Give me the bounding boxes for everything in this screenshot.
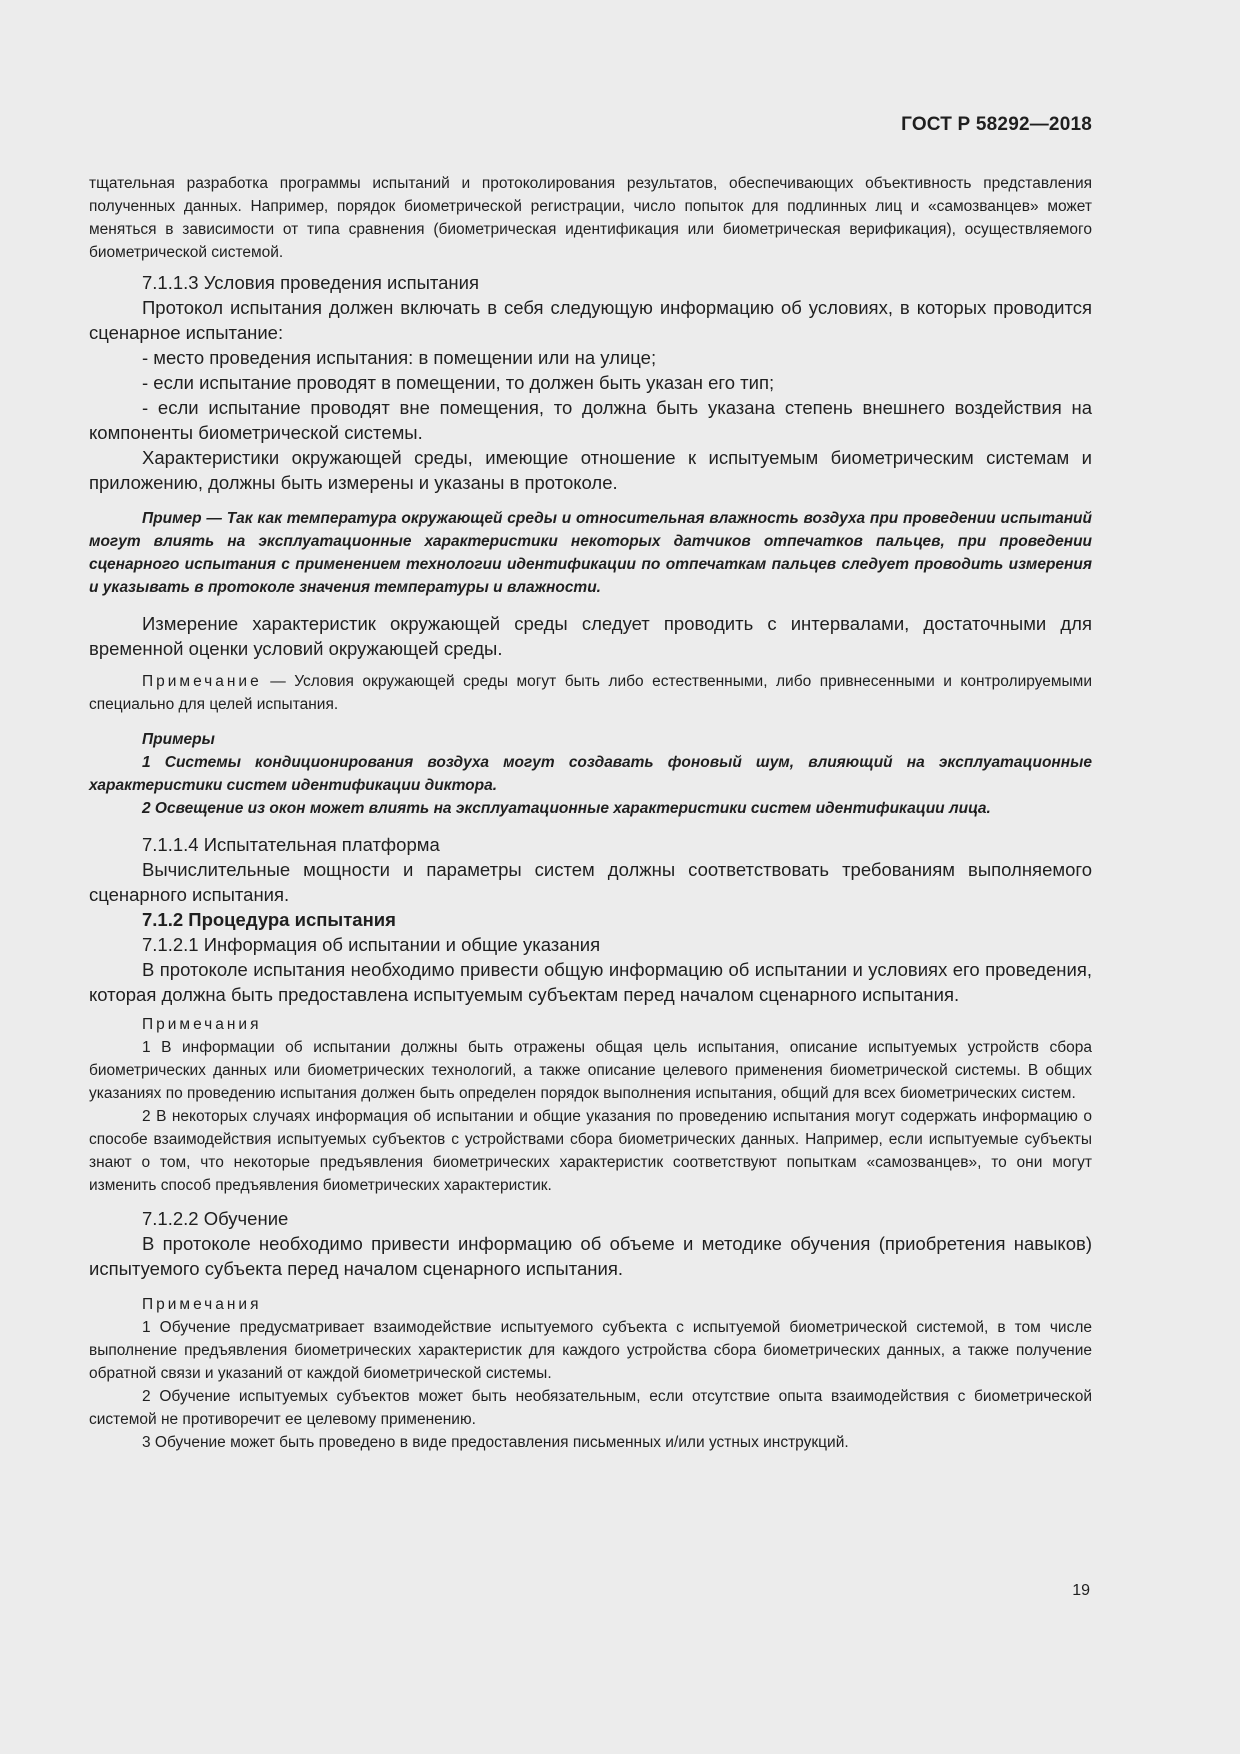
example-item: 1 Системы кондиционирования воздуха могут создавать фоновый шум, влияющий на эксплуатационные характеристики систем идентификации диктора. [89, 754, 1092, 794]
section-heading-7-1-1-4: 7.1.1.4 Испытательная платформа [142, 834, 440, 855]
note-item: 1 Обучение предусматривает взаимодействие испытуемого субъекта с испытуемой биометрической системой, в том числе выполнение предъявления биометрических характеристик для каждого устройства сбора биометрических данных, а также получение обратной связи и указаний от каждой биометрической системы. [89, 1319, 1092, 1382]
note-item: 3 Обучение может быть проведено в виде предоставления письменных и/или устных инструкций. [142, 1434, 849, 1451]
page-number: 19 [1072, 1582, 1090, 1599]
section-heading-7-1-2-2: 7.1.2.2 Обучение [142, 1208, 289, 1229]
list-item: - если испытание проводят в помещении, то должен быть указан его тип; [142, 372, 775, 393]
section-heading-7-1-1-3: 7.1.1.3 Условия проведения испытания [142, 272, 480, 293]
paragraph: В протоколе испытания необходимо привести общую информацию об испытании и условиях его проведения, которая должна быть предоставлена испытуемым субъектам перед началом сценарного испытания. [89, 959, 1092, 1005]
notes-label: Примечания [142, 1016, 262, 1033]
paragraph: Вычислительные мощности и параметры систем должны соответствовать требованиям выполняемого сценарного испытания. [89, 859, 1092, 905]
list-item: - если испытание проводят вне помещения, то должна быть указана степень внешнего воздействия на компоненты биометрической системы. [89, 397, 1092, 443]
paragraph: Характеристики окружающей среды, имеющие отношение к испытуемым биометрическим системам и приложению, должны быть измерены и указаны в протоколе. [89, 447, 1092, 493]
example-block: Пример — Так как температура окружающей среды и относительная влажность воздуха при проведении испытаний могут влиять на эксплуатационные характеристики некоторых датчиков отпечатков пальцев, при проведении сценарного испытания с применением технологии идентификации по отпечаткам пальцев следует проводить измерения и указывать в протоколе значения температуры и влажности. [89, 510, 1092, 596]
note-item: 2 Обучение испытуемых субъектов может быть необязательным, если отсутствие опыта взаимодействия с биометрической системой не противоречит ее целевому применению. [89, 1388, 1092, 1428]
note [89, 670, 1092, 716]
example-item: 2 Освещение из окон может влиять на эксплуатационные характеристики систем идентификации лица. [142, 800, 991, 817]
note-text: — Условия окружающей среды могут быть либо естественными, либо привнесенными и контролируемыми специально для целей испытания. [89, 673, 1092, 713]
list-item: - место проведения испытания: в помещении или на улице; [142, 347, 657, 368]
section-heading-7-1-2: 7.1.2 Процедура испытания [142, 909, 396, 930]
document-number: ГОСТ Р 58292—2018 [901, 114, 1092, 135]
note-item: 2 В некоторых случаях информация об испытании и общие указания по проведению испытания могут содержать информацию о способе взаимодействия испытуемых субъектов с устройствами сбора биометрических данных. Например, если испытуемые субъекты знают о том, что некоторые предъявления биометрических характеристик соответствуют попыткам «самозванцев», то они могут изменить способ предъявления биометрических характеристик. [89, 1108, 1092, 1194]
section-heading-7-1-2-1: 7.1.2.1 Информация об испытании и общие указания [142, 934, 601, 955]
paragraph: Измерение характеристик окружающей среды следует проводить с интервалами, достаточными для временной оценки условий окружающей среды. [89, 613, 1092, 659]
note-item: 1 В информации об испытании должны быть отражены общая цель испытания, описание испытуемых устройств сбора биометрических данных или биометрических технологий, а также описание целевого применения биометрической системы. В общих указаниях по проведению испытания должен быть определен порядок выполнения испытания, общий для всех биометрических систем. [89, 1039, 1092, 1102]
page-content [89, 172, 1092, 1454]
notes-label: Примечания [142, 1296, 262, 1313]
paragraph: тщательная разработка программы испытаний и протоколирования результатов, обеспечивающих объективность представления полученных данных. Например, порядок биометрической регистрации, число попыток для подлинных лиц и «самозванцев» может меняться в зависимости от типа сравнения (биометрическая идентификация или биометрическая верификация), осуществляемого биометрической системой. [89, 175, 1092, 261]
note-label: Примечание [142, 673, 262, 690]
paragraph: В протоколе необходимо привести информацию об объеме и методике обучения (приобретения навыков) испытуемого субъекта перед началом сценарного испытания. [89, 1233, 1092, 1279]
examples-label: Примеры [142, 731, 215, 748]
paragraph: Протокол испытания должен включать в себя следующую информацию об условиях, в которых проводится сценарное испытание: [89, 297, 1092, 343]
